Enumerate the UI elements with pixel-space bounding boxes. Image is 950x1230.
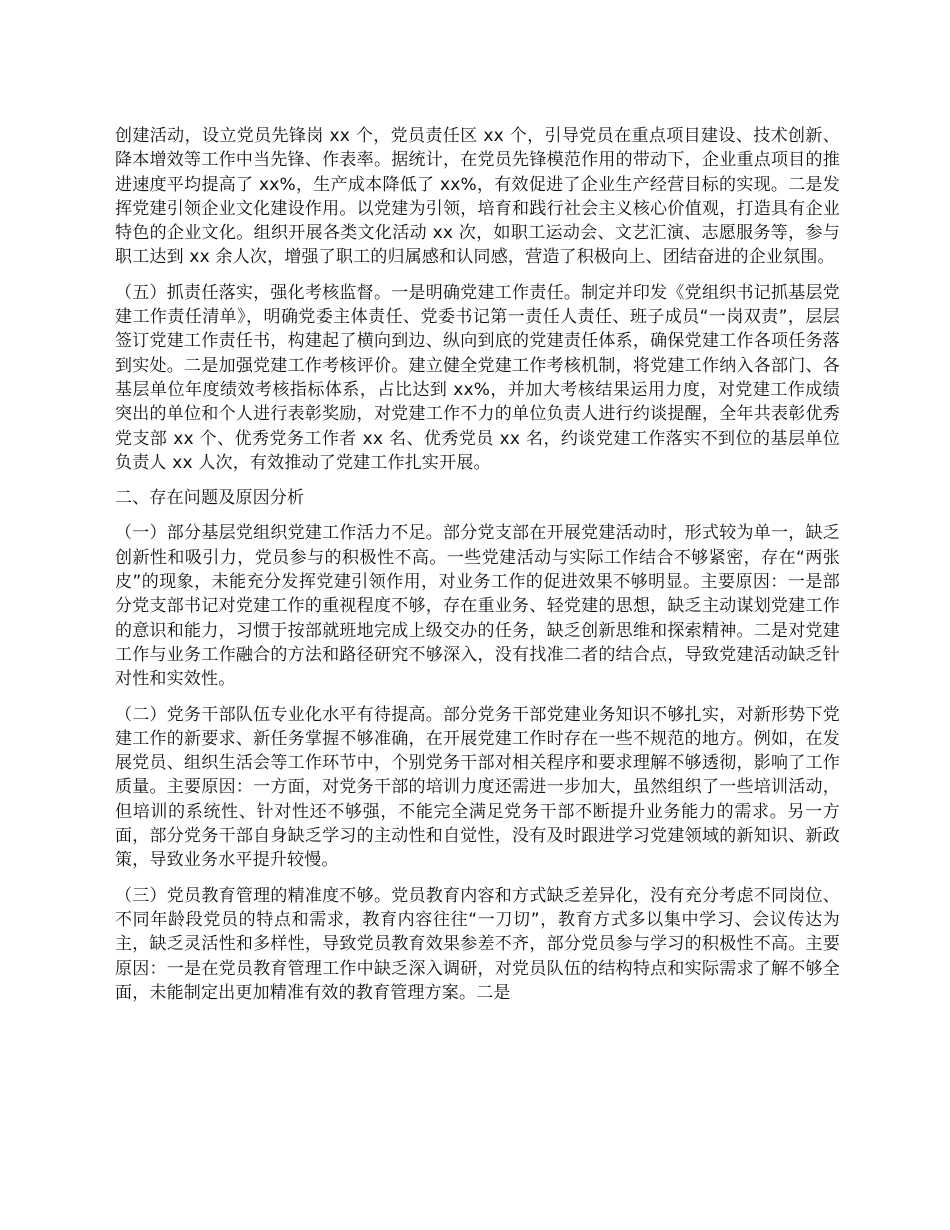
paragraph-problem-2: （二）党务干部队伍专业化水平有待提高。部分党务干部党建业务知识不够扎实，对新形势下党建工作的新要求、新任务掌握不够准确，在开展党建工作时存在一些不规范的地方。例如，在发展党员、组织生活会等工作环节中，个别党务干部对相关程序和要求理解不够透彻，影响了工作质量。主要原因：一方面，对党务干部的培训力度还需进一步加大，虽然组织了一些培训活动，但培训的系统性、针对性还不够强，不能完全满足党务干部不断提升业务能力的需求。另一方面，部分党务干部自身缺乏学习的主动性和自觉性，没有及时跟进学习党建领域的新知识、新政策，导致业务水平提升较慢。 [115, 704, 840, 871]
paragraph-culture-building: 创建活动，设立党员先锋岗 xx 个，党员责任区 xx 个，引导党员在重点项目建设、技术创新、降本增效等工作中当先锋、作表率。据统计，在党员先锋模范作用的带动下，企业重点项目的推进速度平均提高了 xx%，生产成本降低了 xx%，有效促进了企业生产经营目标的实现。二是发挥党建引领企业文化建设作用。以党建为引领，培育和践行社会主义核心价值观，打造具有企业特色的企业文化。组织开展各类文化活动 xx 次，如职工运动会、文艺汇演、志愿服务等，参与职工达到 xx 余人次，增强了职工的归属感和认同感，营造了积极向上、团结奋进的企业氛围。 [115, 126, 840, 268]
section-heading-problems: 二、存在问题及原因分析 [115, 488, 305, 509]
document-page [115, 124, 840, 1016]
paragraph-responsibility: （五）抓责任落实，强化考核监督。一是明确党建工作责任。制定并印发《党组织书记抓基层党建工作责任清单》，明确党委主体责任、党委书记第一责任人责任、班子成员“一岗双责”，层层签订党建工作责任书，构建起了横向到边、纵向到底的党建责任体系，确保党建工作各项任务落到实处。二是加强党建工作考核评价。建立健全党建工作考核机制，将党建工作纳入各部门、各基层单位年度绩效考核指标体系，占比达到 xx%，并加大考核结果运用力度，对党建工作成绩突出的单位和个人进行表彰奖励，对党建工作不力的单位负责人进行约谈提醒，全年共表彰优秀党支部 xx 个、优秀党务工作者 xx 名、优秀党员 xx 名，约谈党建工作落实不到位的基层单位负责人 xx 人次，有效推动了党建工作扎实开展。 [115, 282, 840, 473]
paragraph-problem-3: （三）党员教育管理的精准度不够。党员教育内容和方式缺乏差异化，没有充分考虑不同岗位、不同年龄段党员的特点和需求，教育内容往往“一刀切”，教育方式多以集中学习、会议传达为主，缺乏灵活性和多样性，导致党员教育效果参差不齐，部分党员参与学习的积极性不高。主要原因：一是在党员教育管理工作中缺乏深入调研，对党员队伍的结构特点和实际需求了解不够全面，未能制定出更加精准有效的教育管理方案。二是 [115, 885, 840, 1003]
paragraph-problem-1: （一）部分基层党组织党建工作活力不足。部分党支部在开展党建活动时，形式较为单一，缺乏创新性和吸引力，党员参与的积极性不高。一些党建活动与实际工作结合不够紧密，存在“两张皮”的现象，未能充分发挥党建引领作用，对业务工作的促进效果不够明显。主要原因：一是部分党支部书记对党建工作的重视程度不够，存在重业务、轻党建的思想，缺乏主动谋划党建工作的意识和能力，习惯于按部就班地完成上级交办的任务，缺乏创新思维和探索精神。二是对党建工作与业务工作融合的方法和路径研究不够深入，没有找准二者的结合点，导致党建活动缺乏针对性和实效性。 [115, 523, 840, 690]
